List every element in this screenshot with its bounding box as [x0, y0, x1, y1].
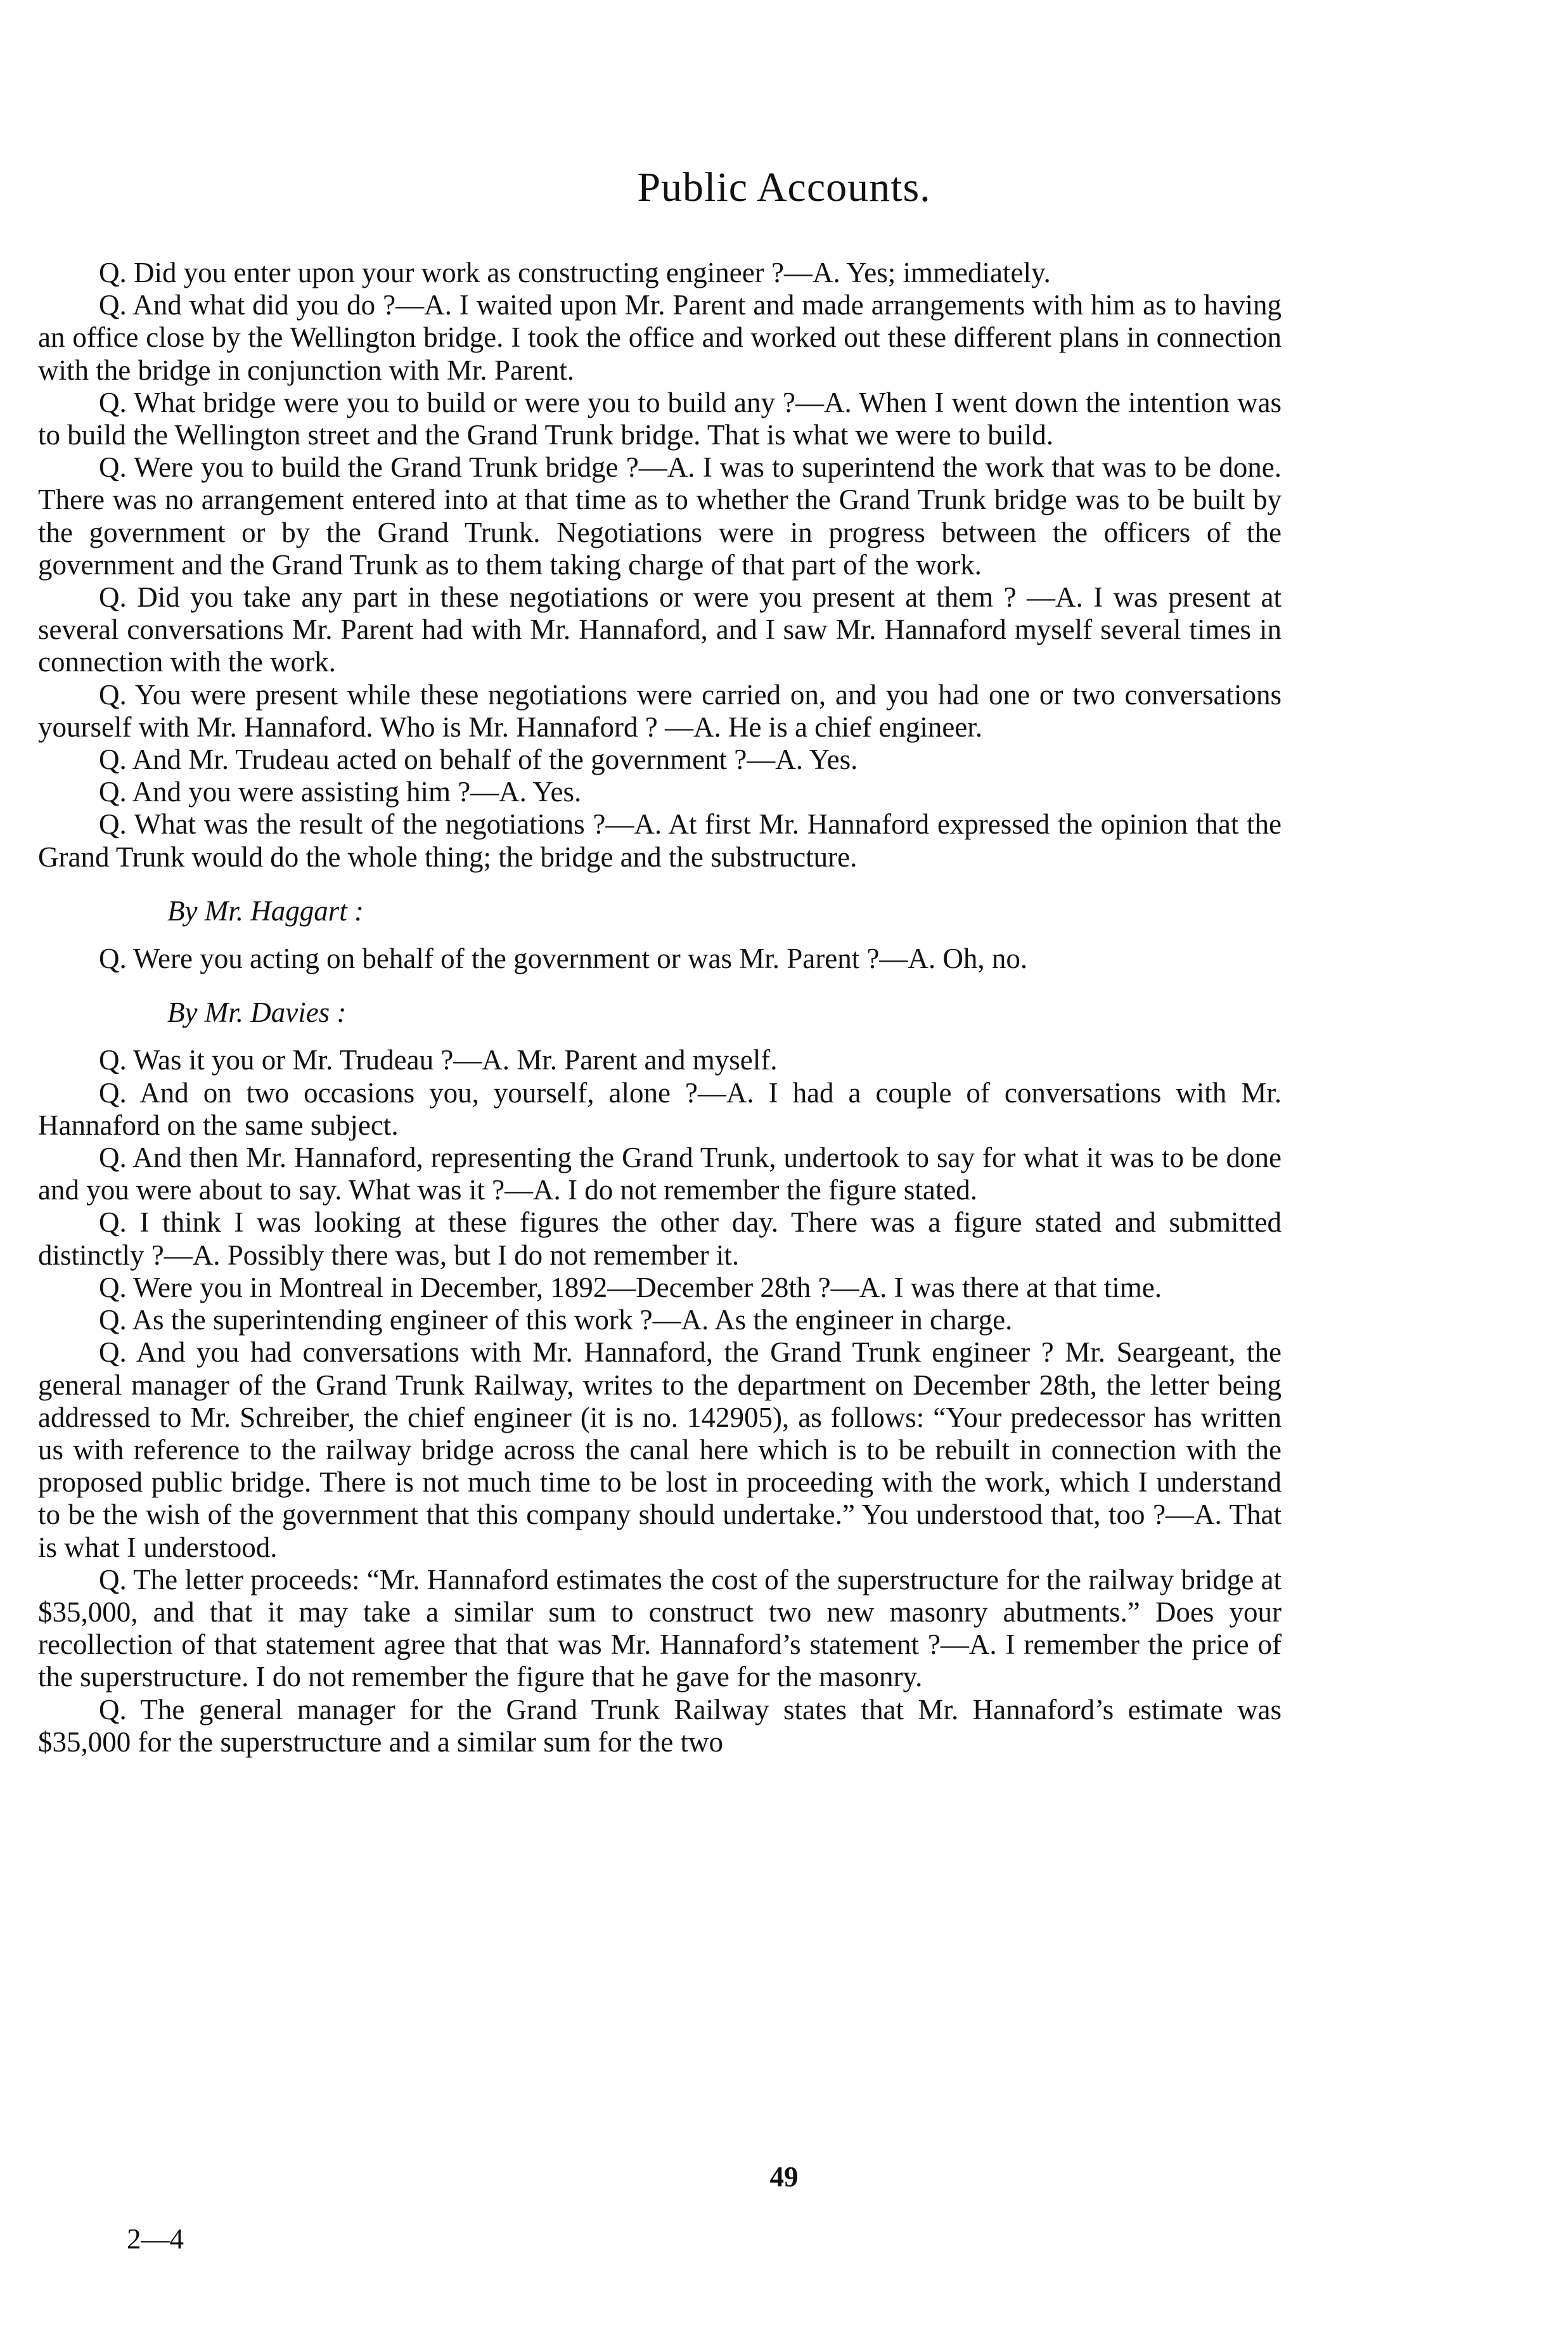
page-title: Public Accounts. [637, 164, 931, 210]
qa-paragraph: Q. The letter proceeds: “Mr. Hannaford estimates the cost of the superstructure for the railway bridge at $35,000, and that it may take a similar sum to construct two new masonry abutments.” Does your recollection of that statement agree that that was Mr. Hannaford’s statement ?—A. I remember the price of the superstructure. I do not remember the figure that he gave for the masonry. [38, 1563, 1282, 1693]
testimony-body [38, 257, 1282, 1758]
page-number: 49 [769, 2161, 799, 2193]
qa-paragraph: Q. You were present while these negotiations were carried on, and you had one or two conversations yourself with Mr. Hannaford. Who is Mr. Hannaford ? —A. He is a chief engineer. [38, 678, 1282, 743]
qa-paragraph: Q. And you were assisting him ?—A. Yes. [99, 776, 582, 808]
speaker-heading: By Mr. Haggart : [167, 894, 364, 927]
qa-paragraph: Q. Did you enter upon your work as constructing engineer ?—A. Yes; immediately. [99, 257, 1051, 288]
qa-paragraph: Q. As the superintending engineer of this work ?—A. As the engineer in charge. [99, 1304, 1013, 1336]
qa-paragraph: Q. Did you take any part in these negotiations or were you present at them ? —A. I was present at several conversations Mr. Parent had with Mr. Hannaford, and I saw Mr. Hannaford myself several times in connection with the work. [38, 581, 1282, 678]
speaker-heading: By Mr. Davies : [167, 997, 347, 1029]
qa-paragraph: Q. I think I was looking at these figures the other day. There was a figure stated and submitted distinctly ?—A. Possibly there was, but I do not remember it. [38, 1206, 1282, 1271]
qa-paragraph: Q. Were you in Montreal in December, 1892—December 28th ?—A. I was there at that time. [99, 1271, 1162, 1303]
qa-paragraph: Q. The general manager for the Grand Trunk Railway states that Mr. Hannaford’s estimate was $35,000 for the superstructure and a similar sum for the two [38, 1693, 1282, 1758]
qa-paragraph: Q. And what did you do ?—A. I waited upon Mr. Parent and made arrangements with him as to having an office close by the Wellington bridge. I took the office and worked out these different plans in connection with the bridge in conjunction with Mr. Parent. [38, 289, 1282, 386]
qa-paragraph: Q. Were you to build the Grand Trunk bridge ?—A. I was to superintend the work that was to be done. There was no arrangement entered into at that time as to whether the Grand Trunk bridge was to be built by the government or by the Grand Trunk. Negotiations were in progress between the officers of the government and the Grand Trunk as to them taking charge of that part of the work. [38, 451, 1282, 581]
qa-paragraph: Q. And on two occasions you, yourself, alone ?—A. I had a couple of conversations with Mr. Hannaford on the same subject. [38, 1076, 1282, 1141]
qa-paragraph: Q. What was the result of the negotiations ?—A. At first Mr. Hannaford expressed the opinion that the Grand Trunk would do the whole thing; the bridge and the substructure. [38, 808, 1282, 873]
qa-paragraph: Q. And Mr. Trudeau acted on behalf of the government ?—A. Yes. [99, 744, 858, 776]
qa-paragraph: Q. And you had conversations with Mr. Hannaford, the Grand Trunk engineer ? Mr. Seargeant, the general manager of the Grand Trunk Railway, writes to the department on December 28th, the letter being addressed to Mr. Schreiber, the chief engineer (it is no. 142905), as follows: “Your predecessor has written us with reference to the railway bridge across the canal here which is to be rebuilt in connection with the proposed public bridge. There is not much time to be lost in proceeding with the work, which I understand to be the wish of the government that this company should undertake.” You understood that, too ?—A. That is what I understood. [38, 1336, 1282, 1563]
signature-mark: 2—4 [127, 2223, 184, 2255]
qa-paragraph: Q. Was it you or Mr. Trudeau ?—A. Mr. Parent and myself. [99, 1044, 778, 1076]
qa-paragraph: Q. What bridge were you to build or were you to build any ?—A. When I went down the intention was to build the Wellington street and the Grand Trunk bridge. That is what we were to build. [38, 386, 1282, 451]
qa-paragraph: Q. And then Mr. Hannaford, representing the Grand Trunk, undertook to say for what it was to be done and you were about to say. What was it ?—A. I do not remember the figure stated. [38, 1142, 1282, 1206]
qa-paragraph: Q. Were you acting on behalf of the government or was Mr. Parent ?—A. Oh, no. [99, 943, 1028, 975]
